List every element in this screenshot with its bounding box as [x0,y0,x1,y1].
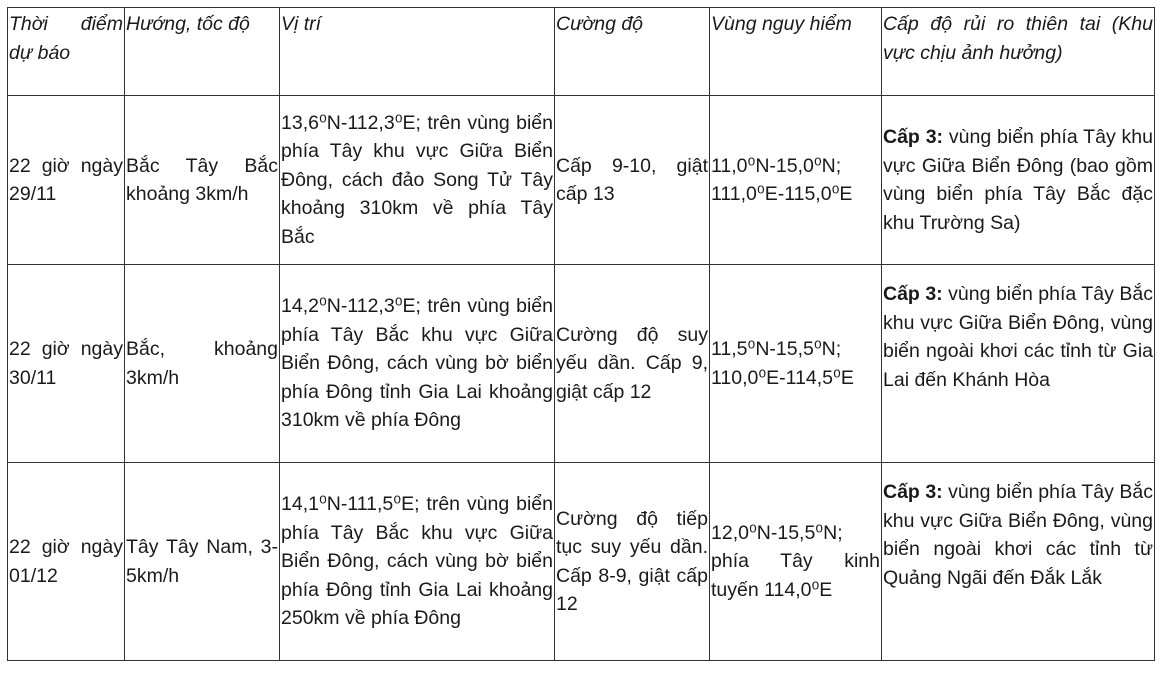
risk-area-text: vùng biển phía Tây khu vực Giữa Biển Đông (bao gồm vùng biển phía Tây Bắc đặc khu Trường Sa) [883,126,1153,234]
header-position: Vị trí [280,8,555,96]
header-forecast-time: Thời điểm dự báo [8,8,125,96]
cell-direction-speed: Bắc Tây Bắc khoảng 3km/h [125,96,280,265]
cell-danger-zone: 12,0⁰N-15,5⁰N; phía Tây kinh tuyến 114,0⁰E [710,463,882,661]
cell-forecast-time: 22 giờ ngày 01/12 [8,463,125,661]
cell-direction-speed: Tây Tây Nam, 3-5km/h [125,463,280,661]
cell-position: 13,6⁰N-112,3⁰E; trên vùng biển phía Tây khu vực Giữa Biển Đông, cách đảo Song Tử Tây khoảng 310km về phía Tây Bắc [280,96,555,265]
header-risk-level: Cấp độ rủi ro thiên tai (Khu vực chịu ảnh hưởng) [882,8,1155,96]
header-danger-zone: Vùng nguy hiểm [710,8,882,96]
table-row [8,96,1155,265]
cell-position: 14,2⁰N-112,3⁰E; trên vùng biển phía Tây Bắc khu vực Giữa Biển Đông, cách vùng bờ biển phía Đông tỉnh Gia Lai khoảng 310km về phía Đông [280,265,555,463]
cell-danger-zone: 11,0⁰N-15,0⁰N; 111,0⁰E-115,0⁰E [710,96,882,265]
risk-level-label: Cấp 3: [883,283,943,305]
cell-risk [882,96,1155,265]
risk-level-label: Cấp 3: [883,126,944,148]
cell-danger-zone: 11,5⁰N-15,5⁰N; 110,0⁰E-114,5⁰E [710,265,882,463]
cell-intensity: Cường độ tiếp tục suy yếu dần. Cấp 8-9, giật cấp 12 [555,463,710,661]
risk-area-text: vùng biển phía Tây Bắc khu vực Giữa Biển Đông, vùng biển ngoài khơi các tỉnh từ Gia Lai đến Khánh Hòa [883,283,1153,391]
cell-intensity: Cường độ suy yếu dần. Cấp 9, giật cấp 12 [555,265,710,463]
table-header-row [8,8,1155,96]
cell-position: 14,1⁰N-111,5⁰E; trên vùng biển phía Tây Bắc khu vực Giữa Biển Đông, cách vùng bờ biển phía Đông tỉnh Gia Lai khoảng 250km về phía Đông [280,463,555,661]
cell-risk [882,463,1155,661]
table-row [8,463,1155,661]
table-row [8,265,1155,463]
forecast-table [7,7,1155,661]
cell-intensity: Cấp 9-10, giật cấp 13 [555,96,710,265]
risk-level-label: Cấp 3: [883,481,943,503]
cell-forecast-time: 22 giờ ngày 30/11 [8,265,125,463]
cell-risk [882,265,1155,463]
cell-direction-speed: Bắc, khoảng 3km/h [125,265,280,463]
cell-forecast-time: 22 giờ ngày 29/11 [8,96,125,265]
header-intensity: Cường độ [555,8,710,96]
header-direction-speed: Hướng, tốc độ [125,8,280,96]
risk-area-text: vùng biển phía Tây Bắc khu vực Giữa Biển Đông, vùng biển ngoài khơi các tỉnh từ Quảng Ngãi đến Đắk Lắk [883,481,1153,589]
